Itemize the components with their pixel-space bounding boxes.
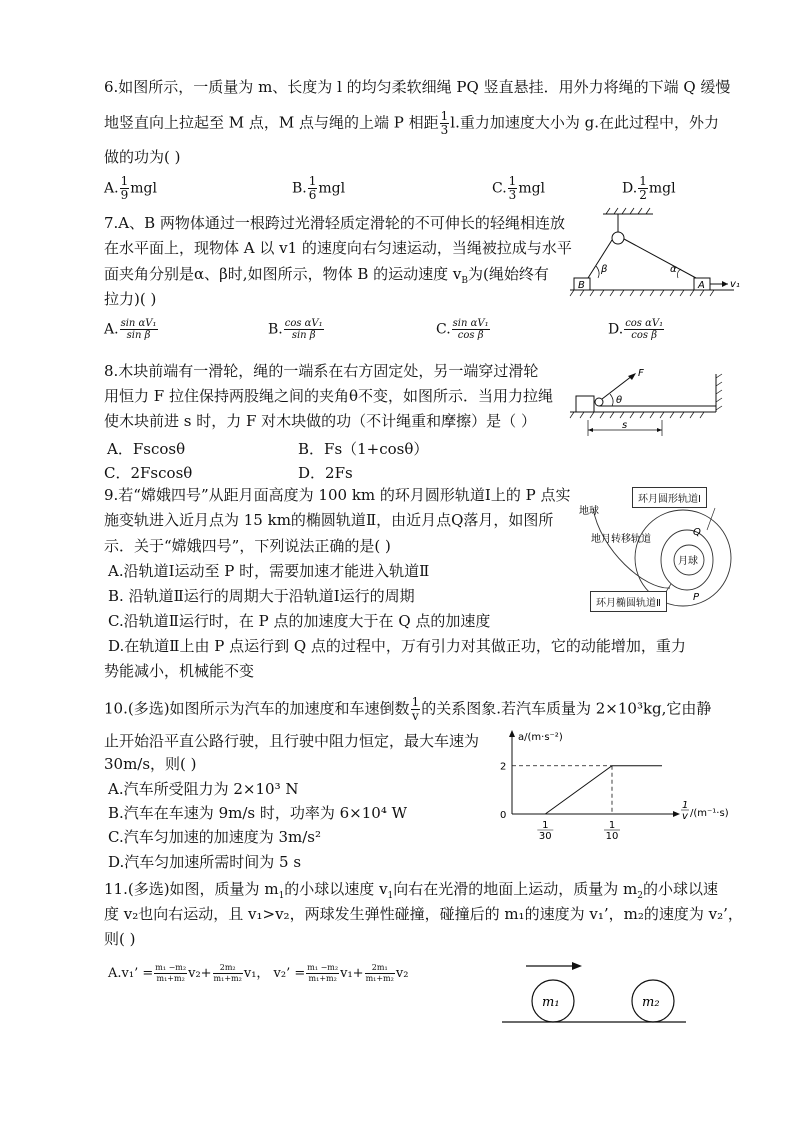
y-axis-arrow — [509, 730, 515, 737]
velocity-arrow-icon — [572, 962, 582, 970]
q8-option-d[interactable]: D．2Fs — [298, 464, 353, 482]
q7-line3: 面夹角分别是α、β时,如图所示，物体 B 的运动速度 $v_B$为(绳始终有 — [104, 265, 549, 286]
q6-option-c[interactable]: C. $\frac{1}{3}$ mgl — [492, 174, 546, 202]
q9-label-orbit2: 环月椭圆轨道Ⅱ — [590, 591, 667, 612]
q7-label-v: v₁ — [730, 279, 740, 290]
ball-m2-label: m₂ — [642, 995, 660, 1010]
q11-line3: 则( ) — [104, 930, 136, 948]
q8-line2: 用恒力 F 拉住保持两股绳之间的夹角θ不变，如图所示．当用力拉绳 — [104, 387, 553, 405]
q10-option-a[interactable]: A.汽车所受阻力为 2×10³ N — [108, 780, 299, 798]
xt2-numerator: 1 — [608, 820, 616, 831]
q8-option-c[interactable]: C．2Fscosθ — [104, 464, 193, 482]
q6-line2 — [104, 110, 719, 137]
q7-label-a: A — [698, 280, 705, 291]
x-axis-label — [681, 800, 729, 822]
x-tick-1-10 — [604, 820, 620, 842]
q6-option-b[interactable]: B. $\frac{1}{6}$ mgl — [292, 174, 346, 202]
q6-line1: 6.如图所示，一质量为 m、长度为 l 的均匀柔软细绳 PQ 竖直悬挂．用外力将绳的下端 Q 缓慢 — [104, 78, 731, 96]
q11-line1: 11.(多选)如图，质量为 $m_1$的小球以速度 $v_1$向右在光滑的地面上运动，质量为 $m_2$的小球以速 — [104, 880, 719, 901]
q11-option-a[interactable]: A.v₁’ = $\frac{\text{m₁ −m₂}}{\text{m₁+m₂}}$ v₂+ $\frac{\text{2m₂}}{\text{m₁+m₂}}$ v₁， v₂’ = $\frac{\text{m₁ −m₂}}{\text{m₁+m₂}}$ v₁+ $\frac{\text{2m₁}}{\text{m₁+m₂}}$ v₂ — [108, 963, 409, 983]
svg-text:1: 1 — [682, 800, 689, 811]
q7-label-b: B — [578, 280, 585, 291]
q7-line1: 7.A、B 两物体通过一根跨过光滑轻质定滑轮的不可伸长的轻绳相连放 — [104, 214, 565, 232]
q7-line4: 拉力)( ) — [104, 290, 157, 308]
svg-text:/(m⁻¹·s): /(m⁻¹·s) — [690, 808, 729, 819]
q9-label-p: P — [693, 592, 700, 603]
q8-label-s: s — [622, 420, 628, 431]
q8-option-b[interactable]: B．Fs（1+cosθ） — [298, 440, 429, 458]
q11-line2: 度 v₂也向右运动，且 v₁>v₂，两球发生弹性碰撞，碰撞后的 m₁的速度为 v₁’，m₂的速度为 v₂’， — [104, 905, 743, 923]
xt1-denominator: 30 — [538, 831, 552, 842]
q9-option-a[interactable]: A.沿轨道Ⅰ运动至 P 时，需要加速才能进入轨道Ⅱ — [108, 562, 430, 580]
xt2-denominator: 10 — [605, 831, 619, 842]
q6-fraction: $\frac{1}{3}$ — [440, 109, 449, 137]
q7-option-c[interactable]: C. $\frac{\text{sin αV₁}}{\text{cos β}}$ — [436, 318, 489, 341]
q8-line3: 使木块前进 s 时，力 F 对木块做的功（不计绳重和摩擦）是（ ） — [104, 412, 536, 430]
q9-option-c[interactable]: C.沿轨道Ⅱ运行时，在 P 点的加速度大于在 Q 点的加速度 — [108, 612, 491, 630]
q11-balls-figure — [498, 958, 688, 1028]
q6-line2b: l.重力加速度大小为 g.在此过程中，外力 — [450, 113, 720, 132]
q10-option-b[interactable]: B.汽车在车速为 9m/s 时，功率为 6×10⁴ W — [108, 804, 408, 822]
q7-option-b[interactable]: B. $\frac{\text{cos αV₁}}{\text{sin β}}$ — [268, 318, 323, 341]
q6-option-a[interactable]: A. $\frac{1}{9}$ mgl — [104, 174, 157, 202]
y-axis-label: a/(m·s⁻²) — [518, 732, 563, 743]
q9-line3: 示．关于“嫦娥四号”，下列说法正确的是( ) — [104, 537, 391, 555]
q8-line1: 8.木块前端有一滑轮，绳的一端系在右方固定处，另一端穿过滑轮 — [104, 362, 539, 380]
wooden-block — [576, 396, 594, 412]
q9-option-d-cont: 势能减小，机械能不变 — [104, 662, 255, 680]
q10-line1: 10.(多选)如图所示为汽车的加速度和车速倒数 $\frac{1}{v}$ 的关系图象.若汽车质量为 2×10³kg,它由静 — [104, 695, 712, 723]
ball-m1-label: m₁ — [542, 995, 560, 1010]
q9-option-b[interactable]: B. 沿轨道Ⅱ运行的周期大于沿轨道Ⅰ运行的周期 — [108, 587, 415, 605]
q8-label-theta: θ — [616, 395, 623, 406]
q10-option-d[interactable]: D.汽车匀加速所需时间为 5 s — [108, 853, 302, 871]
q9-label-q: Q — [693, 527, 701, 538]
q8-label-f: F — [638, 368, 644, 379]
q10-a-vs-inverse-v-chart — [490, 728, 729, 842]
x-tick-1-30 — [537, 820, 553, 842]
series-line — [545, 766, 662, 814]
q10-line3: 30m/s，则( ) — [104, 755, 197, 773]
q9-label-moon: 月球 — [678, 556, 698, 567]
q9-option-d[interactable]: D.在轨道Ⅱ上由 P 点运行到 Q 点的过程中，万有引力对其做正功，它的动能增加，重力 — [108, 637, 686, 655]
q9-label-orbit1: 环月圆形轨道Ⅰ — [632, 487, 707, 508]
q7-option-a[interactable]: A. $\frac{\text{sin αV₁}}{\text{sin β}}$ — [104, 318, 157, 341]
pulley-icon — [612, 232, 624, 244]
q7-label-beta: β — [601, 264, 608, 275]
svg-text:v: v — [682, 811, 688, 822]
q9-line2: 施变轨进入近月点为 15 km的椭圆轨道Ⅱ，由近月点Q落月，如图所 — [104, 511, 554, 529]
pulley-icon — [595, 398, 603, 406]
q9-line1: 9.若“嫦娥四号”从距月面高度为 100 km 的环月圆形轨道Ⅰ上的 P 点实 — [104, 486, 571, 504]
q10-option-c[interactable]: C.汽车匀加速的加速度为 3m/s² — [108, 828, 322, 846]
xt1-numerator: 1 — [542, 820, 549, 831]
q10-line2: 止开始沿平直公路行驶，且行驶中阻力恒定，最大车速为 — [104, 732, 480, 750]
q8-block-figure — [566, 364, 731, 439]
q9-label-transfer: 地月转移轨道 — [591, 534, 651, 545]
q7-label-alpha: α — [670, 264, 677, 275]
x-axis-arrow — [673, 811, 680, 817]
q7-pulley-figure — [568, 206, 748, 301]
y-tick-2: 2 — [500, 761, 507, 773]
q7-option-d[interactable]: D. $\frac{\text{cos αV₁}}{\text{cos β}}$ — [608, 318, 664, 341]
q9-label-earth: 地球 — [579, 506, 599, 517]
q6-line3: 做的功为( ) — [104, 148, 181, 166]
q8-option-a[interactable]: A．Fscosθ — [107, 440, 186, 458]
q6-line2a: 地竖直向上拉起至 M 点，M 点与绳的上端 P 相距 — [104, 113, 439, 132]
x-tick-origin: 0 — [500, 810, 507, 821]
q7-line2: 在水平面上，现物体 A 以 v1 的速度向右匀速运动，当绳被拉成与水平 — [104, 239, 572, 257]
q6-option-d[interactable]: D. $\frac{1}{2}$ mgl — [622, 174, 676, 202]
